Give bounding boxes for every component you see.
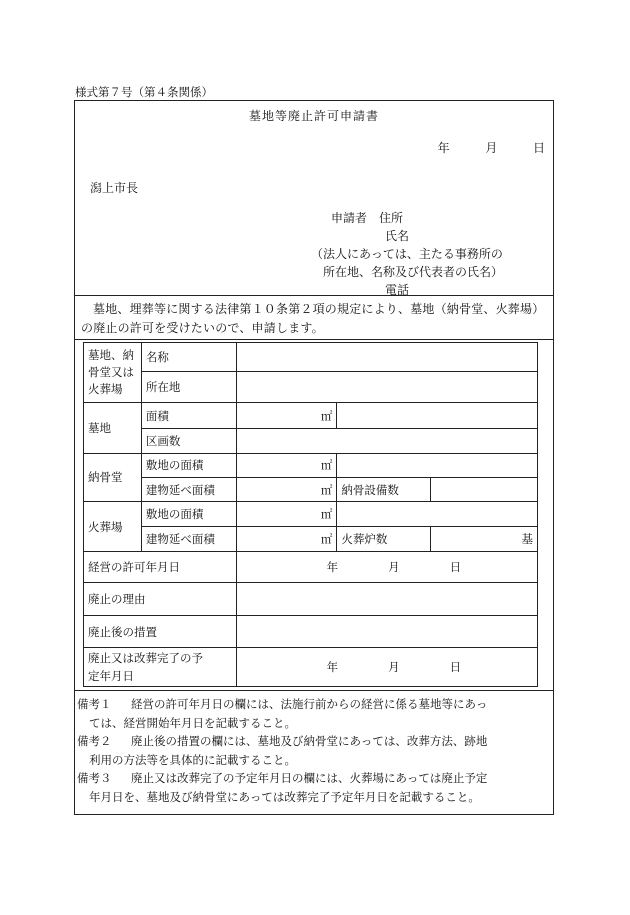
sqm-unit: ㎡ — [320, 482, 333, 497]
applicant-label: 申請者 — [331, 211, 368, 225]
note-label: 備考２ — [77, 734, 112, 748]
table-row — [84, 502, 538, 526]
measures-label: 廃止後の措置 — [84, 615, 237, 647]
area-label: 面積 — [141, 402, 236, 428]
site-area-label: 敷地の面積 — [141, 453, 236, 477]
address-label: 住所 — [379, 211, 404, 225]
divider — [75, 339, 553, 340]
day-label: 日 — [449, 560, 462, 575]
blank-cell — [337, 453, 538, 477]
area-field[interactable] — [236, 402, 337, 428]
name-label: 名称 — [141, 343, 236, 372]
reason-field[interactable] — [236, 583, 537, 615]
completion-date-field[interactable] — [236, 648, 537, 687]
blank-cell — [337, 502, 538, 526]
year-label: 年 — [437, 141, 450, 155]
facility-table — [83, 342, 538, 687]
sqm-unit: ㎡ — [320, 408, 333, 423]
notes — [77, 695, 549, 806]
facility-group-label: 墓地、納骨堂又は火葬場 — [84, 343, 142, 403]
note-item — [77, 695, 549, 714]
note-item — [77, 769, 549, 788]
month-label: 月 — [485, 141, 498, 155]
note-label: 備考３ — [77, 771, 112, 785]
note-text: 経営の許可年月日の欄には、法施行前からの経営に係る墓地等にあっ — [131, 697, 488, 711]
year-label: 年 — [326, 660, 339, 675]
note-text-cont: ては、経営開始年月日を記載すること。 — [89, 715, 296, 730]
day-label: 日 — [532, 141, 545, 155]
sqm-unit: ㎡ — [320, 458, 333, 473]
corp-note-line1: （法人にあっては、主たる事務所の — [311, 247, 503, 261]
ossuary-units-label: 納骨設備数 — [337, 477, 431, 501]
table-row — [84, 477, 538, 501]
note-text-cont: 年月日を、墓地及び納骨堂にあっては改葬完了予定年月日を記載すること。 — [89, 789, 480, 804]
furnaces-label: 火葬炉数 — [337, 526, 431, 551]
note-label: 備考１ — [77, 697, 112, 711]
table-row — [84, 615, 538, 647]
table-row — [84, 429, 538, 453]
ossuary-units-field[interactable] — [431, 477, 538, 501]
divider — [75, 690, 553, 691]
permit-date-field[interactable] — [236, 551, 537, 582]
measures-field[interactable] — [236, 615, 537, 647]
year-label: 年 — [326, 560, 339, 575]
floor-area-label: 建物延べ面積 — [141, 526, 236, 551]
crematorium-site-area-field[interactable] — [236, 502, 337, 526]
table-row — [84, 343, 538, 372]
location-label: 所在地 — [141, 372, 236, 402]
sqm-unit: ㎡ — [320, 506, 333, 521]
furnace-unit: 基 — [521, 531, 533, 546]
form-title: 墓地等廃止許可申請書 — [248, 109, 379, 123]
table-row — [84, 453, 538, 477]
crematorium-group-label: 火葬場 — [84, 502, 142, 552]
name-field[interactable] — [236, 343, 537, 372]
table-row — [84, 583, 538, 615]
furnaces-field[interactable] — [431, 526, 538, 551]
crematorium-floor-area-field[interactable] — [236, 526, 337, 551]
ossuary-site-area-field[interactable] — [236, 453, 337, 477]
table-row — [84, 372, 538, 402]
table-row — [84, 402, 538, 428]
day-label: 日 — [449, 660, 462, 675]
intro-text: 墓地、埋葬等に関する法律第１０条第２項の規定により、墓地（納骨堂、火葬場）の廃止の許可を受けたいので、申請します。 — [81, 302, 545, 335]
sqm-unit: ㎡ — [320, 531, 333, 546]
application-date — [438, 139, 545, 156]
name-label: 氏名 — [385, 229, 410, 243]
cemetery-group-label: 墓地 — [84, 402, 142, 453]
divider — [75, 295, 553, 296]
table-row — [84, 526, 538, 551]
note-item — [77, 732, 549, 751]
applicant-block — [311, 209, 503, 299]
plots-label: 区画数 — [141, 429, 236, 453]
floor-area-label: 建物延べ面積 — [141, 477, 236, 501]
completion-date-label-line1: 廃止又は改葬完了の予 — [88, 651, 203, 666]
corp-note-line2: 所在地、名称及び代表者の氏名） — [323, 265, 504, 279]
permit-date-label: 経営の許可年月日 — [84, 551, 237, 582]
table-row — [84, 648, 538, 687]
form-number: 様式第７号（第４条関係） — [75, 85, 213, 99]
blank-cell — [337, 402, 538, 428]
phone-label: 電話 — [385, 283, 410, 297]
ossuary-floor-area-field[interactable] — [236, 477, 337, 501]
completion-date-label — [84, 648, 237, 687]
addressee: 潟上市長 — [90, 181, 139, 195]
location-field[interactable] — [236, 372, 537, 402]
table-row — [84, 551, 538, 582]
reason-label: 廃止の理由 — [84, 583, 237, 615]
plots-field[interactable] — [236, 429, 537, 453]
site-area-label: 敷地の面積 — [141, 502, 236, 526]
month-label: 月 — [388, 560, 400, 575]
application-form — [74, 100, 554, 815]
note-text: 廃止後の措置の欄には、墓地及び納骨堂にあっては、改葬方法、跡地 — [131, 734, 488, 748]
completion-date-label-line2: 定年月日 — [88, 669, 134, 684]
note-text: 廃止又は改葬完了の予定年月日の欄には、火葬場にあっては廃止予定 — [131, 771, 488, 785]
note-text-cont: 利用の方法等を具体的に記載すること。 — [89, 752, 296, 767]
month-label: 月 — [388, 660, 400, 675]
ossuary-group-label: 納骨堂 — [84, 453, 142, 502]
